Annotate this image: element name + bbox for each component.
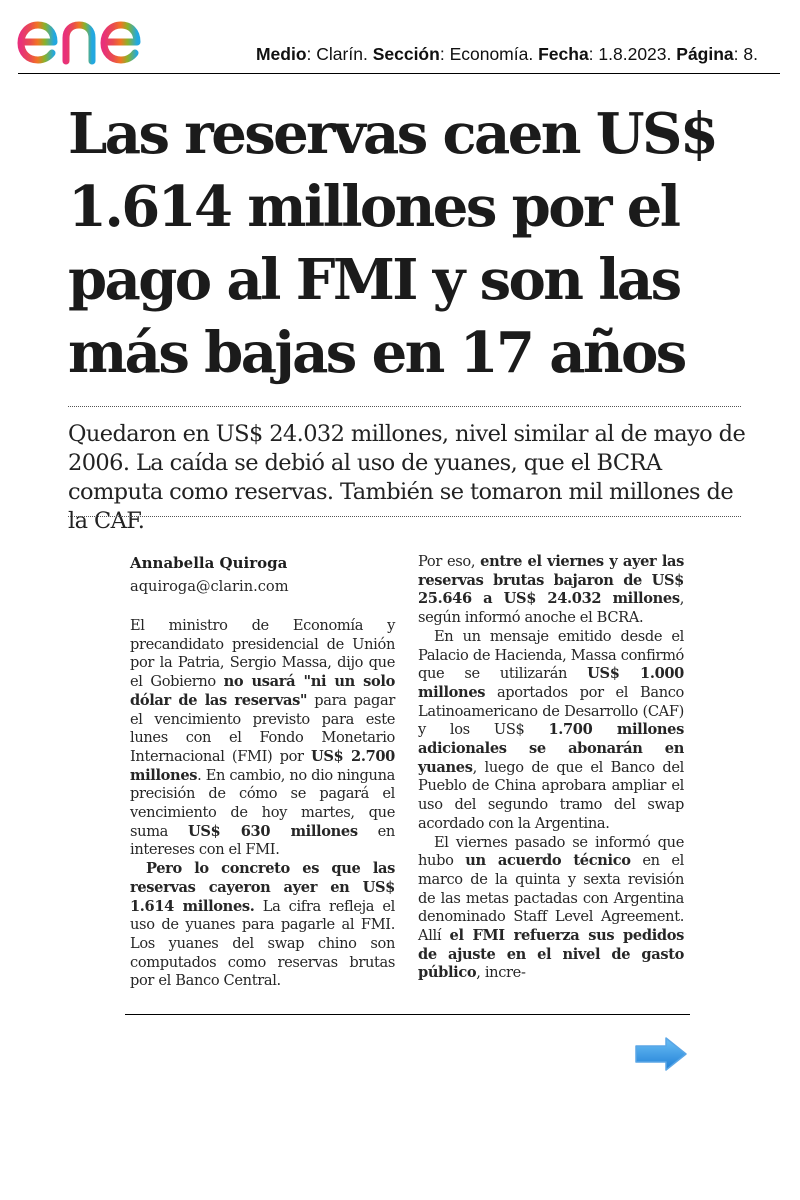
seccion-value: Economía. (449, 44, 534, 64)
right-arrow-icon[interactable] (634, 1036, 688, 1072)
bold-run: entre el viernes y ayer las reservas brutas bajaron de US$ 25.646 a US$ 24.032 millones (418, 553, 685, 608)
paragraph-5 (418, 834, 684, 984)
article-subhead: Quedaron en US$ 24.032 millones, nivel similar al de mayo de 2006. La caída se debió al uso de yuanes, que el BCRA computa como reservas. También se tomaron mil millones de la CAF. (68, 421, 746, 534)
publication-meta: Medio: Clarín. Sección: Economía. Fecha: 1.8.2023. Página: 8. (255, 44, 758, 64)
paragraph-1 (130, 617, 395, 860)
subhead-top-divider (68, 406, 741, 407)
medio-label: Medio (255, 44, 307, 64)
text-run: para pagar el vencimiento previsto para este lunes con el Fondo Monetario Internacional (FMI) por (130, 691, 395, 765)
text-run: , luego de que el Banco del Pueblo de China aprobara ampliar el uso del segundo tramo del swap acordado con la Argentina. (418, 758, 684, 832)
bold-run: US$ 1.000 millones (418, 665, 684, 701)
fecha-value: 1.8.2023. (598, 44, 672, 64)
text-run: , incre- (476, 964, 526, 982)
text-run: El viernes pasado se informó que hubo (418, 833, 684, 870)
fecha-label: Fecha (538, 44, 589, 64)
medio-value: Clarín. (316, 44, 368, 64)
bold-run: no usará "ni un solo dólar de las reservas" (130, 673, 395, 709)
text-run: En un mensaje emitido desde el Palacio de Hacienda, Massa confirmó que se utilizarán (418, 627, 684, 683)
text-run: en el marco de la quinta y sexta revisión de las metas pactadas con Argentina denominado Staff Level Agreement. Allí (418, 852, 684, 945)
header-divider (18, 73, 780, 74)
seccion-label: Sección (372, 44, 440, 64)
bold-run: un acuerdo técnico (465, 852, 631, 870)
text-run: . En cambio, no dio ninguna precisión de cómo se pagará el vencimiento de hoy martes, que suma (130, 766, 395, 840)
pagina-label: Página (676, 44, 734, 64)
enel-logo (16, 6, 181, 68)
paragraph-2 (130, 860, 395, 991)
text-run: en intereses con el FMI. (130, 822, 395, 859)
subhead-bottom-divider (68, 516, 741, 517)
pagina-value: 8. (743, 44, 758, 64)
text-run: aportados por el Banco Latinoamericano de Desarrollo (CAF) y los US$ (418, 683, 684, 739)
article-bottom-divider (125, 1014, 690, 1015)
text-run: , según informó anoche el BCRA. (418, 590, 684, 627)
article-column-right (418, 553, 684, 983)
paragraph-3 (418, 553, 684, 628)
article-headline: Las reservas caen US$ 1.614 millones por el pago al FMI y son las más bajas en 17 años (68, 101, 717, 386)
paragraph-4 (418, 628, 684, 834)
author-name: Annabella Quiroga (130, 554, 288, 572)
bold-run: 1.700 millones adicionales se abonarán en yuanes (418, 721, 684, 776)
text-run: Por eso, (418, 553, 481, 570)
bold-run: US$ 630 millones (187, 822, 358, 840)
bold-run: US$ 2.700 millones (130, 747, 395, 784)
article-column-left (130, 617, 395, 991)
text-run: El ministro de Economía y precandidato presidencial de Unión por la Patria, Sergio Massa, dijo que el Gobierno (130, 617, 395, 691)
text-run: La cifra refleja el uso de yuanes para pagarle al FMI. Los yuanes del swap chino son computados como reservas brutas por el Banco Central. (130, 897, 395, 990)
author-email: aquiroga@clarin.com (130, 578, 289, 595)
bold-run: el FMI refuerza sus pedidos de ajuste en el nivel de gasto público (418, 927, 684, 982)
bold-run: Pero lo concreto es que las reservas cayeron ayer en US$ 1.614 millones. (130, 860, 395, 915)
